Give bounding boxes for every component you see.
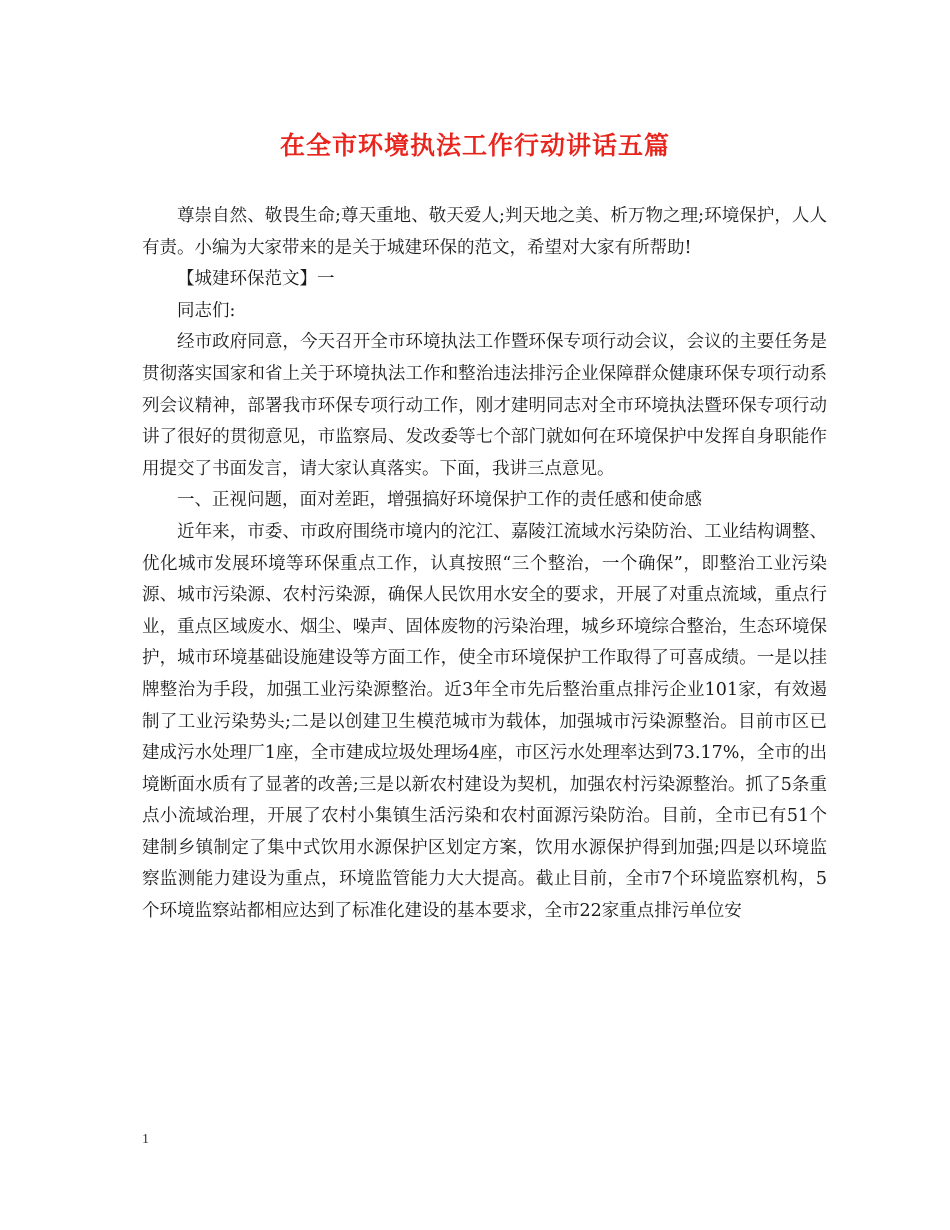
subheading: 一、正视问题，面对差距，增强搞好环境保护工作的责任感和使命感 [177, 490, 702, 511]
body-paragraph: 近年来，市委、市政府围绕市境内的沱江、嘉陵江流域水污染防治、工业结构调整、优化城市发展环境等环保重点工作，认真按照“三个整治，一个确保”，即整治工业污染源、城市污染源、农村污染源，确保人民饮用水安全的要求，开展了对重点流域，重点行业，重点区域废水、烟尘、噪声、固体废物的污染治理，城乡环境综合整治，生态环境保护，城市环境基础设施建设等方面工作，使全市环境保护工作取得了可喜成绩。一是以挂牌整治为手段，加强工业污染源整治。近3年全市先后整治重点排污企业101家，有效遏制了工业污染势头;二是以创建卫生模范城市为载体，加强城市污染源整治。目前市区已建成污水处理厂1座，全市建成垃圾处理场4座，市区污水处理率达到73.17%，全市的出境断面水质有了显著的改善;三是以新农村建设为契机，加强农村污染源整治。抓了5条重点小流域治理，开展了农村小集镇生活污染和农村面源污染防治。目前，全市已有51个建制乡镇制定了集中式饮用水源保护区划定方案，饮用水源保护得到加强;四是以环境监察监测能力建设为重点，环境监管能力大大提高。截止目前，全市7个环境监察机构，5个环境监察站都相应达到了标准化建设的基本要求，全市22家重点排污单位安 [142, 521, 827, 922]
section-heading: 【城建环保范文】一 [177, 269, 335, 290]
body-paragraph: 经市政府同意，今天召开全市环境执法工作暨环保专项行动会议，会议的主要任务是贯彻落实国家和省上关于环境执法工作和整治违法排污企业保障群众健康环保专项行动系列会议精神，部署我市环保专项行动工作，刚才建明同志对全市环境执法暨环保专项行动讲了很好的贯彻意见，市监察局、发改委等七个部门就如何在环境保护中发挥自身职能作用提交了书面发言，请大家认真落实。下面，我讲三点意见。 [142, 332, 827, 479]
document-body [142, 201, 827, 928]
salutation: 同志们: [177, 300, 236, 321]
page-number: 1 [142, 1132, 149, 1147]
document-title: 在全市环境执法工作行动讲话五篇 [279, 131, 670, 160]
intro-paragraph: 尊崇自然、敬畏生命;尊天重地、敬天爱人;判天地之美、析万物之理;环境保护，人人有责。小编为大家带来的是关于城建环保的范文，希望对大家有所帮助! [142, 206, 827, 258]
